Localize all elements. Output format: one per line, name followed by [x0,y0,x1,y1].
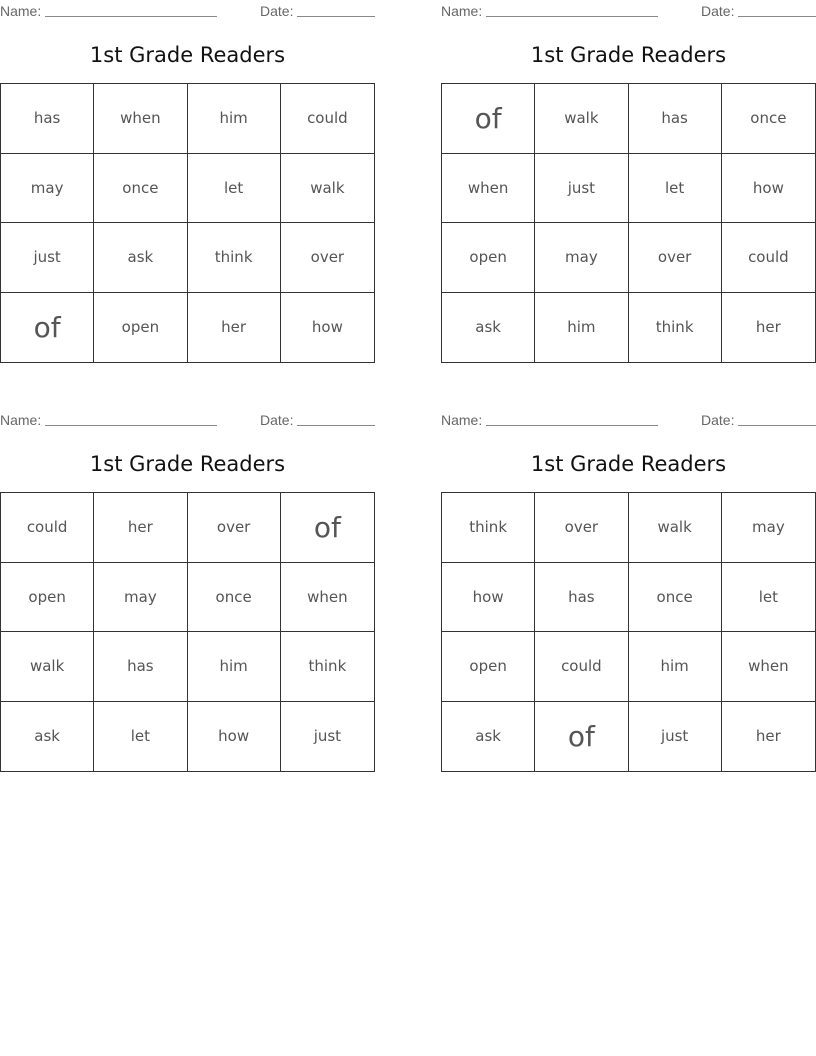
name-blank-line [45,16,217,17]
grid-cell: walk [1,632,94,702]
name-label: Name: [441,412,483,428]
grid-cell: over [535,493,628,563]
grid-cell: has [1,84,94,154]
grid-cell: her [188,293,281,363]
grid-cell: may [535,223,628,293]
grid-cell: just [313,727,342,746]
name-blank-line [486,16,658,17]
bingo-card [441,409,816,784]
card-title: 1st Grade Readers [89,43,286,67]
grid-cell: when [281,563,374,633]
grid-cell: ask [94,223,187,293]
grid-cell: let [629,154,722,224]
grid-cell: her [755,727,781,746]
grid-cell: ask [442,702,535,772]
card-title: 1st Grade Readers [89,452,286,476]
grid-cell: him [188,632,281,702]
name-label: Name: [441,3,483,19]
bingo-card [0,409,375,784]
grid-cell: open [1,563,94,633]
date-label: Date: [260,412,294,428]
grid-cell: has [629,84,722,154]
grid-cell: could [1,493,94,563]
grid-cell: how [188,702,281,772]
grid-cell: may [722,493,815,563]
grid-cell: walk [535,84,628,154]
grid-cell: once [188,563,281,633]
name-blank-line [45,425,217,426]
grid-cell: walk [281,154,374,224]
date-blank-line [738,16,816,17]
grid-cell: over [281,223,374,293]
grid-cell: once [629,563,722,633]
grid-cell: of [1,293,94,363]
grid-cell: think [442,493,535,563]
grid-cell: how [311,318,343,337]
grid-cell: could [722,223,815,293]
date-blank-line [738,425,816,426]
grid-cell: think [281,632,374,702]
grid-cell: when [442,154,535,224]
name-date-row [0,411,375,429]
grid-cell: him [188,84,281,154]
name-date-row [0,2,375,20]
grid-cell: think [629,293,722,363]
card-title: 1st Grade Readers [530,43,727,67]
name-date-row [441,2,816,20]
grid-cell: ask [1,702,94,772]
date-label: Date: [701,412,735,428]
grid-cell: of [281,493,374,563]
bingo-card [441,0,816,375]
grid-cell: has [535,563,628,633]
name-blank-line [486,425,658,426]
grid-cell: may [1,154,94,224]
grid-cell: when [722,632,815,702]
grid-cell: over [188,493,281,563]
grid-cell: open [442,223,535,293]
date-blank-line [297,16,375,17]
grid-cell: may [94,563,187,633]
grid-cell: just [629,702,722,772]
grid-cell: of [535,702,628,772]
grid-cell: of [442,84,535,154]
grid-cell: once [722,84,815,154]
grid-cell: ask [442,293,535,363]
grid-cell: him [535,293,628,363]
grid-cell: walk [629,493,722,563]
grid-cell: let [722,563,815,633]
grid-cell: just [1,223,94,293]
grid-cell: has [94,632,187,702]
date-label: Date: [260,3,294,19]
name-label: Name: [0,3,42,19]
grid-cell: her [94,493,187,563]
name-date-row [441,411,816,429]
word-grid [0,83,375,363]
word-grid [441,83,816,363]
card-title: 1st Grade Readers [530,452,727,476]
grid-cell: just [535,154,628,224]
grid-cell: could [281,84,374,154]
grid-cell: her [755,318,781,337]
grid-cell: think [188,223,281,293]
word-grid [441,492,816,772]
word-grid [0,492,375,772]
bingo-card [0,0,375,375]
grid-cell: could [535,632,628,702]
grid-cell: when [94,84,187,154]
grid-cell: how [442,563,535,633]
grid-cell: open [94,293,187,363]
grid-cell: let [94,702,187,772]
grid-cell: open [442,632,535,702]
date-blank-line [297,425,375,426]
grid-cell: him [629,632,722,702]
grid-cell: once [94,154,187,224]
grid-cell: let [188,154,281,224]
date-label: Date: [701,3,735,19]
name-label: Name: [0,412,42,428]
grid-cell: over [629,223,722,293]
grid-cell: how [722,154,815,224]
